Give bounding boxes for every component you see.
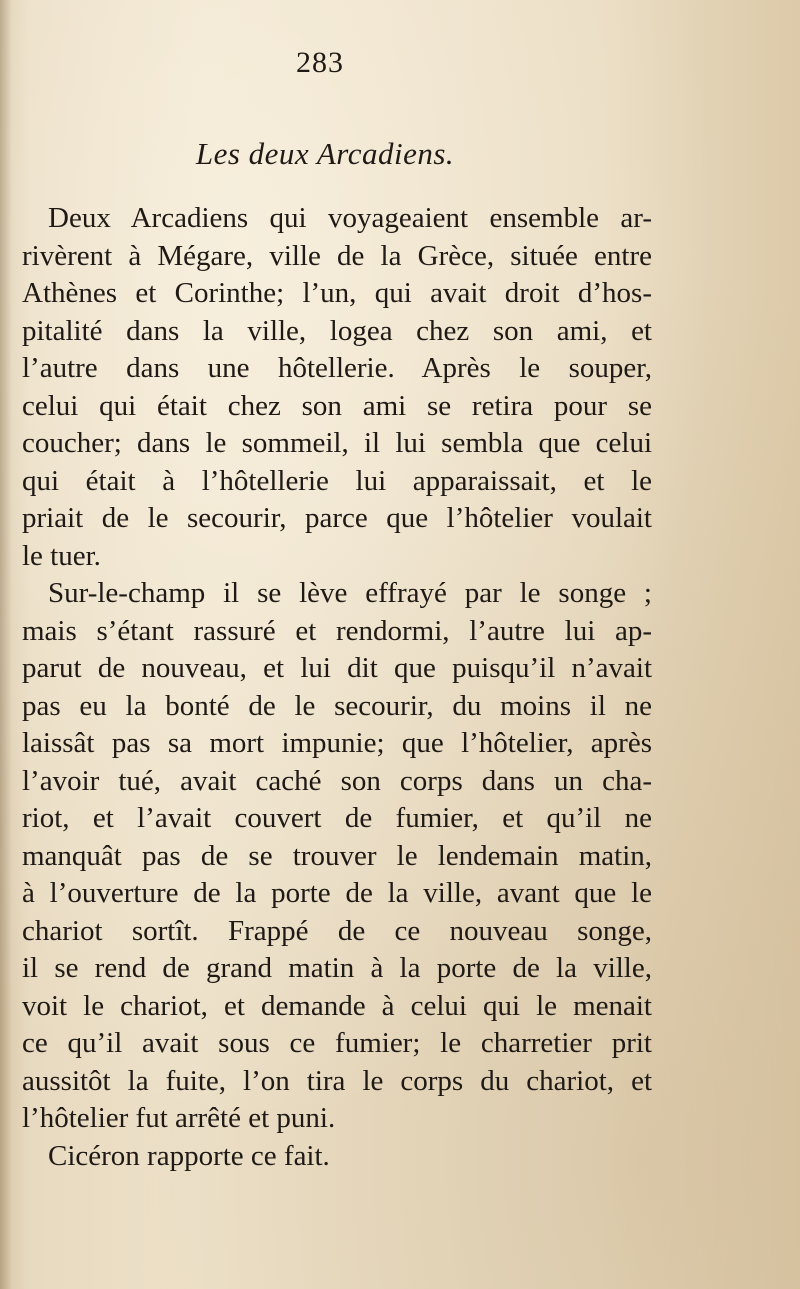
text-line: le tuer. <box>22 539 101 572</box>
text-line: il se rend de grand matin à la porte de la ville, <box>22 952 652 984</box>
text-line: riot, et l’avait couvert de fumier, et qu’il ne <box>22 802 652 834</box>
text-line: mais s’étant rassuré et rendormi, l’autre lui ap- <box>22 614 652 647</box>
text-line: pas eu la bonté de le secourir, du moins il ne <box>22 689 652 722</box>
paragraph-3 <box>22 1138 652 1176</box>
text-line: l’avoir tué, avait caché son corps dans un cha- <box>22 764 652 797</box>
text-line: voit le chariot, et demande à celui qui le menait <box>22 989 652 1022</box>
text-line: coucher; dans le sommeil, il lui sembla que celui <box>22 427 652 459</box>
text-line: l’autre dans une hôtellerie. Après le souper, <box>22 352 652 384</box>
text-line: Athènes et Corinthe; l’un, qui avait droit d’hos- <box>22 277 652 309</box>
text-line: qui était à l’hôtellerie lui apparaissait, et le <box>22 464 652 497</box>
text-line: rivèrent à Mégare, ville de la Grèce, située entre <box>22 239 652 272</box>
page-number: 283 <box>296 46 344 79</box>
text-line: celui qui était chez son ami se retira pour se <box>22 389 652 422</box>
text-line: Cicéron rapporte ce fait. <box>48 1139 330 1172</box>
paragraph-2 <box>22 575 652 1138</box>
text-line: à l’ouverture de la porte de la ville, avant que le <box>22 877 652 909</box>
paragraph-1 <box>22 200 652 575</box>
text-line: Deux Arcadiens qui voyageaient ensemble ar- <box>48 202 652 234</box>
text-line: laissât pas sa mort impunie; que l’hôtelier, après <box>22 727 652 759</box>
text-line: ce qu’il avait sous ce fumier; le charretier prit <box>22 1027 652 1059</box>
text-line: priait de le secourir, parce que l’hôtelier voulait <box>22 502 652 534</box>
text-line: Sur-le-champ il se lève effrayé par le songe ; <box>48 577 652 609</box>
text-line: parut de nouveau, et lui dit que puisqu’il n’avait <box>22 652 652 684</box>
text-line: pitalité dans la ville, logea chez son ami, et <box>22 314 652 347</box>
text-line: chariot sortît. Frappé de ce nouveau songe, <box>22 914 652 947</box>
text-line: aussitôt la fuite, l’on tira le corps du chariot, et <box>22 1064 652 1097</box>
story-title: Les deux Arcadiens. <box>195 136 455 171</box>
text-line: l’hôtelier fut arrêté et puni. <box>22 1102 336 1134</box>
page-edge-shadow <box>0 0 12 1289</box>
text-line: manquât pas de se trouver le lendemain matin, <box>22 839 652 872</box>
story-text <box>22 200 652 1175</box>
